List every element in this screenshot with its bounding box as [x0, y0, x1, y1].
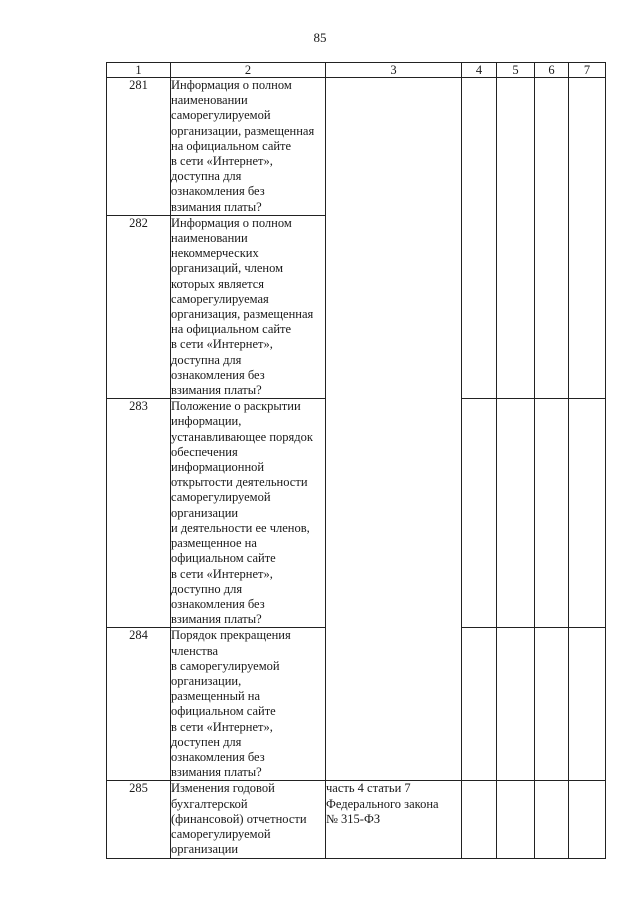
column-header-3: 3 [326, 63, 462, 78]
answer-cell-na [535, 399, 569, 628]
column-header-2: 2 [171, 63, 326, 78]
answer-cell-na [535, 781, 569, 859]
answer-cell-no [497, 399, 535, 628]
question-text: Положение о раскрытии информации, устанавливающее порядок обеспечения информационной открытости деятельности саморегулируемой организации и деятельности ее членов, размещенное на официальном сайте в сети «Интернет», доступно для ознакомления без взимания платы? [171, 399, 326, 628]
table-row [107, 781, 606, 859]
answer-cell-na [535, 628, 569, 781]
answer-cell-no [497, 78, 535, 399]
question-text: Порядок прекращения членства в саморегулируемой организации, размещенный на официальном сайте в сети «Интернет», доступен для ознакомления без взимания платы? [171, 628, 326, 781]
column-number-header-row [107, 63, 606, 78]
row-number: 283 [107, 399, 171, 628]
answer-cell-notes [569, 628, 606, 781]
row-number: 281 [107, 78, 171, 216]
question-text: Информация о полном наименовании некоммерческих организаций, членом которых является саморегулируемая организация, размещенная на официальном сайте в сети «Интернет», доступна для ознакомления без взимания платы? [171, 215, 326, 398]
answer-cell-yes [462, 399, 497, 628]
answer-cell-notes [569, 781, 606, 859]
row-number: 284 [107, 628, 171, 781]
answer-cell-yes [462, 628, 497, 781]
legal-basis-cell: часть 4 статьи 7 Федерального закона № 315-ФЗ [326, 781, 462, 859]
column-header-4: 4 [462, 63, 497, 78]
answer-cell-no [497, 781, 535, 859]
checklist-table [106, 62, 606, 859]
answer-cell-no [497, 628, 535, 781]
question-text: Изменения годовой бухгалтерской (финансовой) отчетности саморегулируемой организации [171, 781, 326, 859]
legal-basis-cell-merged [326, 78, 462, 781]
column-header-1: 1 [107, 63, 171, 78]
column-header-6: 6 [535, 63, 569, 78]
page-number: 85 [313, 30, 327, 45]
question-text: Информация о полном наименовании саморегулируемой организации, размещенная на официальном сайте в сети «Интернет», доступна для ознакомления без взимания платы? [171, 78, 326, 216]
row-number: 282 [107, 215, 171, 398]
table-row [107, 78, 606, 216]
answer-cell-yes [462, 781, 497, 859]
answer-cell-notes [569, 399, 606, 628]
answer-cell-na [535, 78, 569, 399]
column-header-5: 5 [497, 63, 535, 78]
row-number: 285 [107, 781, 171, 859]
answer-cell-notes [569, 78, 606, 399]
answer-cell-yes [462, 78, 497, 399]
column-header-7: 7 [569, 63, 606, 78]
